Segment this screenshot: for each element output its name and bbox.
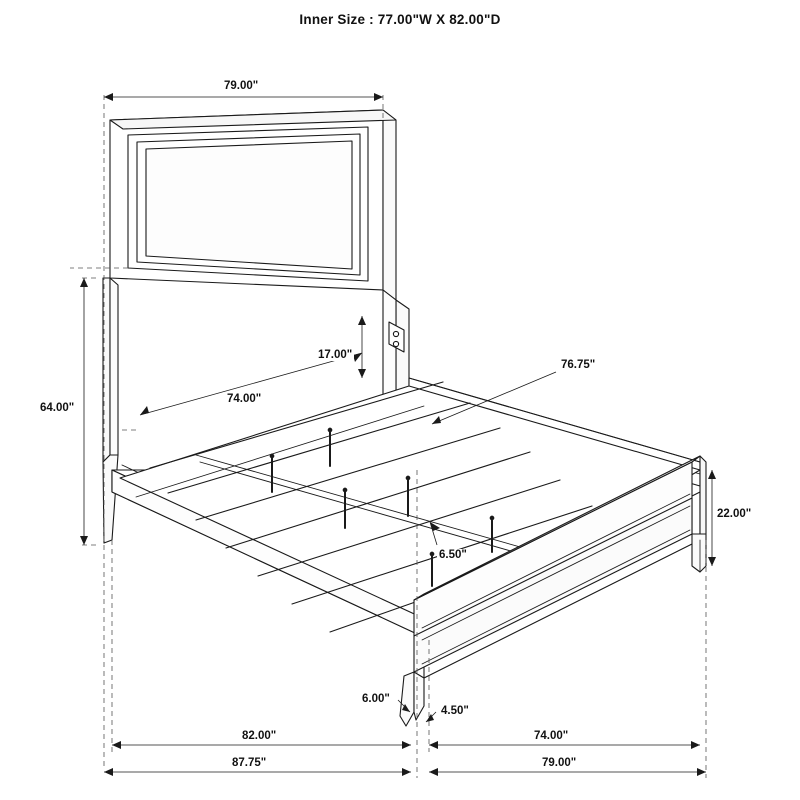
dimension-label-rail-length: 76.75" [561,359,596,371]
dimension-label-overall-depth: 87.75" [232,757,267,769]
dimension-label-slat-height: 6.50" [439,549,467,561]
dimension-label-overall-height: 64.00" [40,402,75,414]
dimension-label-leg-height-front: 6.00" [362,693,390,705]
dimension-label-side-depth: 82.00" [242,730,277,742]
dimension-label-headboard-width: 79.00" [224,80,259,92]
dimension-label-footboard-height: 22.00" [717,508,752,520]
dimension-label-overall-width: 79.00" [542,757,577,769]
page-title: Inner Size : 77.00"W X 82.00"D [299,12,501,27]
dimension-label-inner-width: 74.00" [227,393,262,405]
dimension-label-leg-offset: 4.50" [441,705,469,717]
dimension-label-footboard-width: 74.00" [534,730,569,742]
dimension-label-panel-inner-height: 17.00" [318,349,353,361]
